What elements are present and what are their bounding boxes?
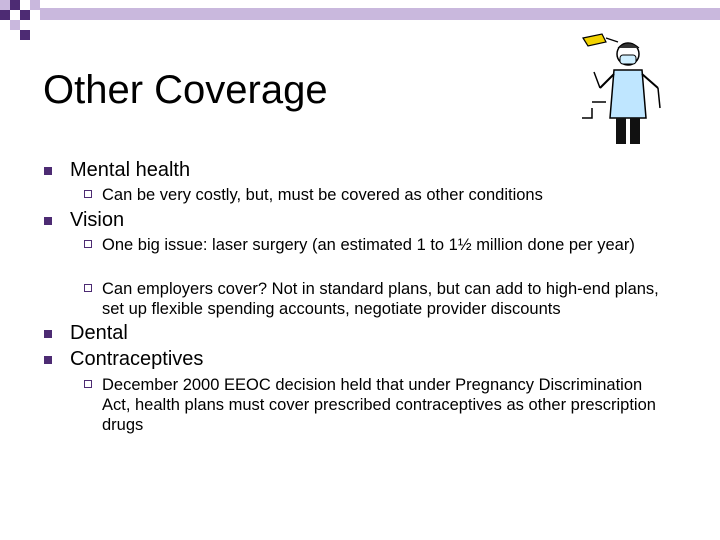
sub-bullet-text: December 2000 EEOC decision held that under Pregnancy Discrimination Act, health plans must cover prescribed contraceptives as other prescription drugs	[102, 376, 656, 434]
square-bullet-icon	[44, 167, 52, 175]
hollow-square-bullet-icon	[84, 190, 92, 198]
square-bullet-icon	[44, 356, 52, 364]
square-bullet-icon	[44, 330, 52, 338]
slide-title: Other Coverage	[43, 68, 328, 112]
square-bullet-icon	[44, 217, 52, 225]
sub-bullet-text: Can employers cover? Not in standard plans, but can add to high-end plans, set up flexible spending accounts, negotiate provider discounts	[102, 280, 659, 318]
bullet-text: Contraceptives	[70, 348, 204, 370]
hollow-square-bullet-icon	[84, 240, 92, 248]
bullet-text: Vision	[70, 209, 125, 231]
bullet-text: Dental	[70, 322, 128, 344]
sub-bullet-text: Can be very costly, but, must be covered as other conditions	[102, 186, 543, 204]
hollow-square-bullet-icon	[84, 284, 92, 292]
bullet-text: Mental health	[70, 159, 191, 181]
sub-bullet-text: One big issue: laser surgery (an estimated 1 to 1½ million done per year)	[102, 236, 635, 254]
hollow-square-bullet-icon	[84, 380, 92, 388]
